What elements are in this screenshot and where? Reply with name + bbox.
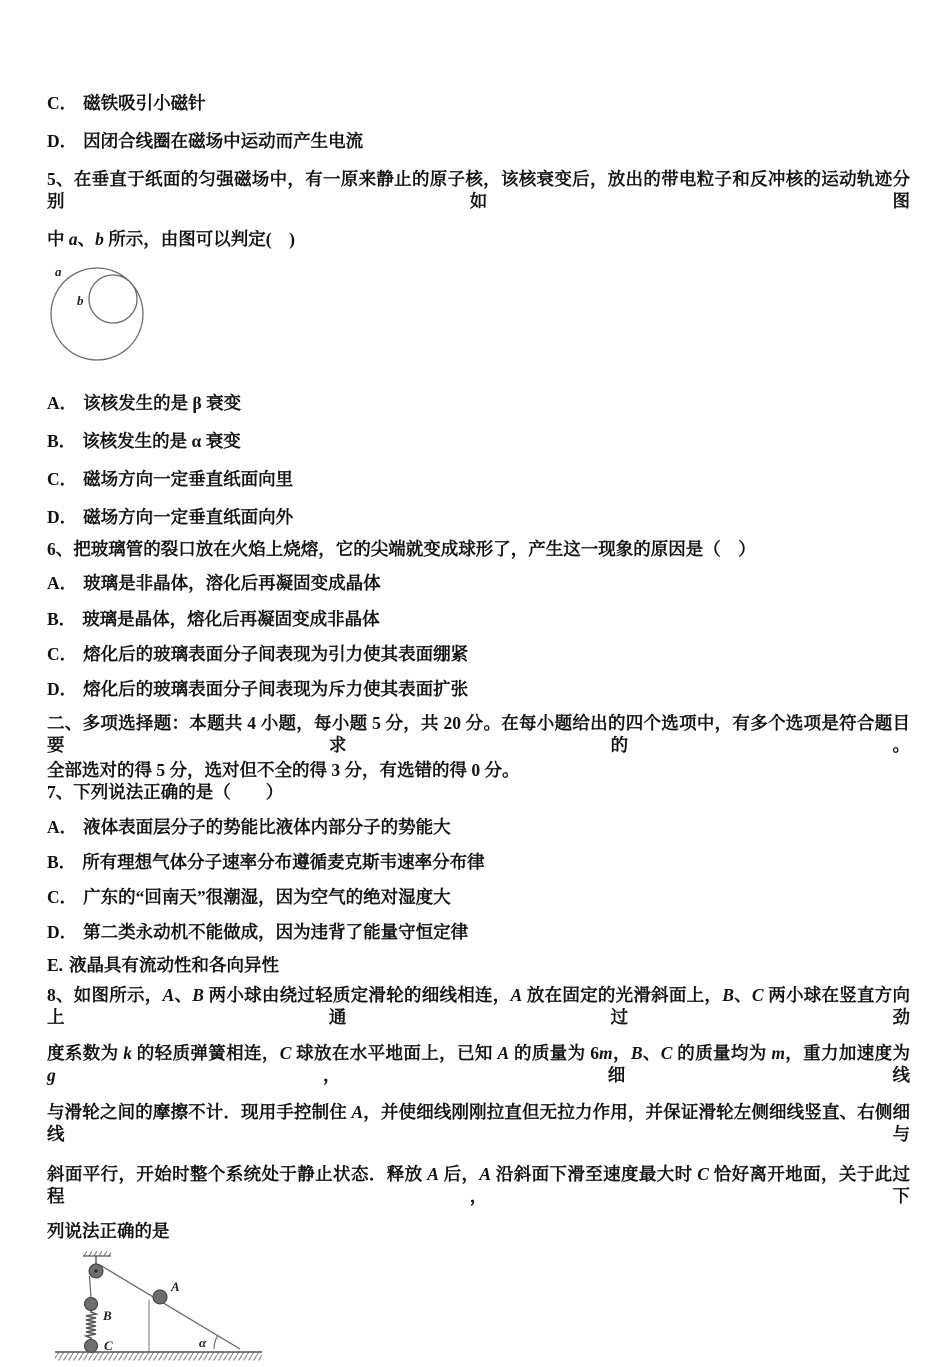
- q6-option-c: [47, 643, 910, 665]
- option-label: B．: [47, 431, 77, 451]
- incline-hypotenuse: [100, 1265, 240, 1349]
- option-text: 该核发生的是 α 衰变: [82, 431, 241, 451]
- section-text: 全部选对的得 5 分，选对但不全的得 3 分，有选错的得 0 分。: [47, 760, 520, 780]
- option-label: D．: [47, 922, 78, 942]
- option-text: 液体表面层分子的势能比液体内部分子的势能大: [83, 817, 451, 837]
- spring: [86, 1311, 96, 1339]
- q4-option-c: [47, 92, 910, 114]
- section-2-header-line-2: [47, 759, 910, 781]
- decay-tracks-figure: [47, 258, 217, 366]
- option-label: B．: [47, 609, 77, 629]
- option-text: 磁场方向一定垂直纸面向外: [83, 507, 294, 527]
- q7-option-a: [47, 816, 910, 838]
- option-text: 熔化后的玻璃表面分子间表现为斥力使其表面扩张: [83, 679, 469, 699]
- option-text: 所有理想气体分子速率分布遵循麦克斯韦速率分布律: [82, 852, 485, 872]
- section-2-header-line-1: [47, 712, 910, 756]
- track-a-label: a: [55, 264, 62, 279]
- question-8-stem-line-5: [47, 1220, 910, 1242]
- stem-text: 中 a、b 所示，由图可以判定( ): [47, 229, 295, 249]
- ball-a-label: A: [171, 1279, 180, 1294]
- option-text: 磁场方向一定垂直纸面向里: [83, 469, 294, 489]
- track-b-label: b: [77, 293, 84, 308]
- question-8-stem-line-3: [47, 1101, 910, 1145]
- q6-option-d: [47, 678, 910, 700]
- option-label: C．: [47, 887, 78, 907]
- pulley-axle-dot: [94, 1269, 97, 1272]
- option-label: A．: [47, 817, 78, 837]
- question-5-stem-line-1: [47, 168, 910, 212]
- q5-option-d: [47, 506, 910, 528]
- ball-c-label: C: [104, 1338, 113, 1353]
- question-8-stem-line-2: [47, 1042, 910, 1086]
- option-label: C．: [47, 469, 78, 489]
- q5-option-b: [47, 430, 910, 452]
- option-text: 广东的“回南天”很潮湿，因为空气的绝对湿度大: [83, 887, 451, 907]
- option-text: 第二类永动机不能做成，因为违背了能量守恒定律: [83, 922, 469, 942]
- option-label: D．: [47, 507, 78, 527]
- stem-text: 6、把玻璃管的裂口放在火焰上烧熔，它的尖端就变成球形了，产生这一现象的原因是（ ）: [47, 539, 756, 559]
- section-text: 二、多项选择题：本题共 4 小题，每小题 5 分，共 20 分。在每小题给出的四个选项中，有多个选项是符合题目要求的。: [47, 713, 910, 755]
- option-label: A．: [47, 573, 78, 593]
- option-label: C．: [47, 644, 78, 664]
- stem-text: 度系数为 k 的轻质弹簧相连，C 球放在水平地面上，已知 A 的质量为 6m，B、C 的质量均为 m，重力加速度为 g，细线: [47, 1043, 911, 1085]
- option-text: 因闭合线圈在磁场中运动而产生电流: [83, 131, 364, 151]
- stem-text: 斜面平行，开始时整个系统处于静止状态．释放 A 后，A 沿斜面下滑至速度最大时 C 恰好离开地面，关于此过程，下: [47, 1164, 911, 1206]
- option-text: 液晶具有流动性和各向异性: [69, 955, 280, 975]
- q7-option-c: [47, 886, 910, 908]
- option-text: 玻璃是非晶体，溶化后再凝固变成晶体: [83, 573, 381, 593]
- ball-b-label: B: [103, 1308, 112, 1323]
- option-label: E.: [47, 955, 64, 975]
- question-8-stem-line-1: [47, 984, 910, 1028]
- stem-text: 列说法正确的是: [47, 1221, 170, 1241]
- left-string: [90, 1276, 92, 1298]
- stem-text: 5、在垂直于纸面的匀强磁场中，有一原来静止的原子核，该核衰变后，放出的带电粒子和反冲核的运动轨迹分别如图: [47, 169, 910, 211]
- angle-arc: [214, 1336, 218, 1349]
- q7-option-b: [47, 851, 910, 873]
- stem-text: 与滑轮之间的摩擦不计．现用手控制住 A，并使细线刚刚拉直但无拉力作用，并保证滑轮左侧细线竖直、右侧细线与: [47, 1102, 911, 1144]
- ball-c: [85, 1340, 98, 1353]
- track-b-circle: [89, 275, 137, 323]
- q5-option-a: [47, 392, 910, 414]
- angle-alpha-label: α: [199, 1335, 207, 1350]
- ceiling-hatch: [83, 1251, 111, 1256]
- option-label: A．: [47, 393, 78, 413]
- option-label: B．: [47, 852, 77, 872]
- ball-a: [153, 1290, 167, 1304]
- q6-option-a: [47, 572, 910, 594]
- question-7-stem: [47, 781, 910, 803]
- stem-text: 7、下列说法正确的是（ ）: [47, 782, 284, 802]
- q7-option-d: [47, 921, 910, 943]
- q4-option-d: [47, 130, 910, 152]
- ball-b: [85, 1298, 98, 1311]
- option-label: D．: [47, 131, 78, 151]
- stem-text: 8、如图所示，A、B 两小球由绕过轻质定滑轮的细线相连，A 放在固定的光滑斜面上，B、C 两小球在竖直方向上通过劲: [47, 985, 911, 1027]
- option-label: D．: [47, 679, 78, 699]
- option-label: C．: [47, 93, 78, 113]
- question-5-stem-line-2: [47, 228, 910, 250]
- ground-hatch: [55, 1353, 262, 1361]
- option-text: 磁铁吸引小磁针: [83, 93, 206, 113]
- option-text: 玻璃是晶体，熔化后再凝固变成非晶体: [82, 609, 380, 629]
- question-6-stem: [47, 538, 910, 560]
- q6-option-b: [47, 608, 910, 630]
- option-text: 熔化后的玻璃表面分子间表现为引力使其表面绷紧: [83, 644, 469, 664]
- q5-option-c: [47, 468, 910, 490]
- q7-option-e: [47, 954, 910, 976]
- incline-system-figure: [47, 1251, 279, 1367]
- question-8-stem-line-4: [47, 1163, 910, 1207]
- option-text: 该核发生的是 β 衰变: [83, 393, 242, 413]
